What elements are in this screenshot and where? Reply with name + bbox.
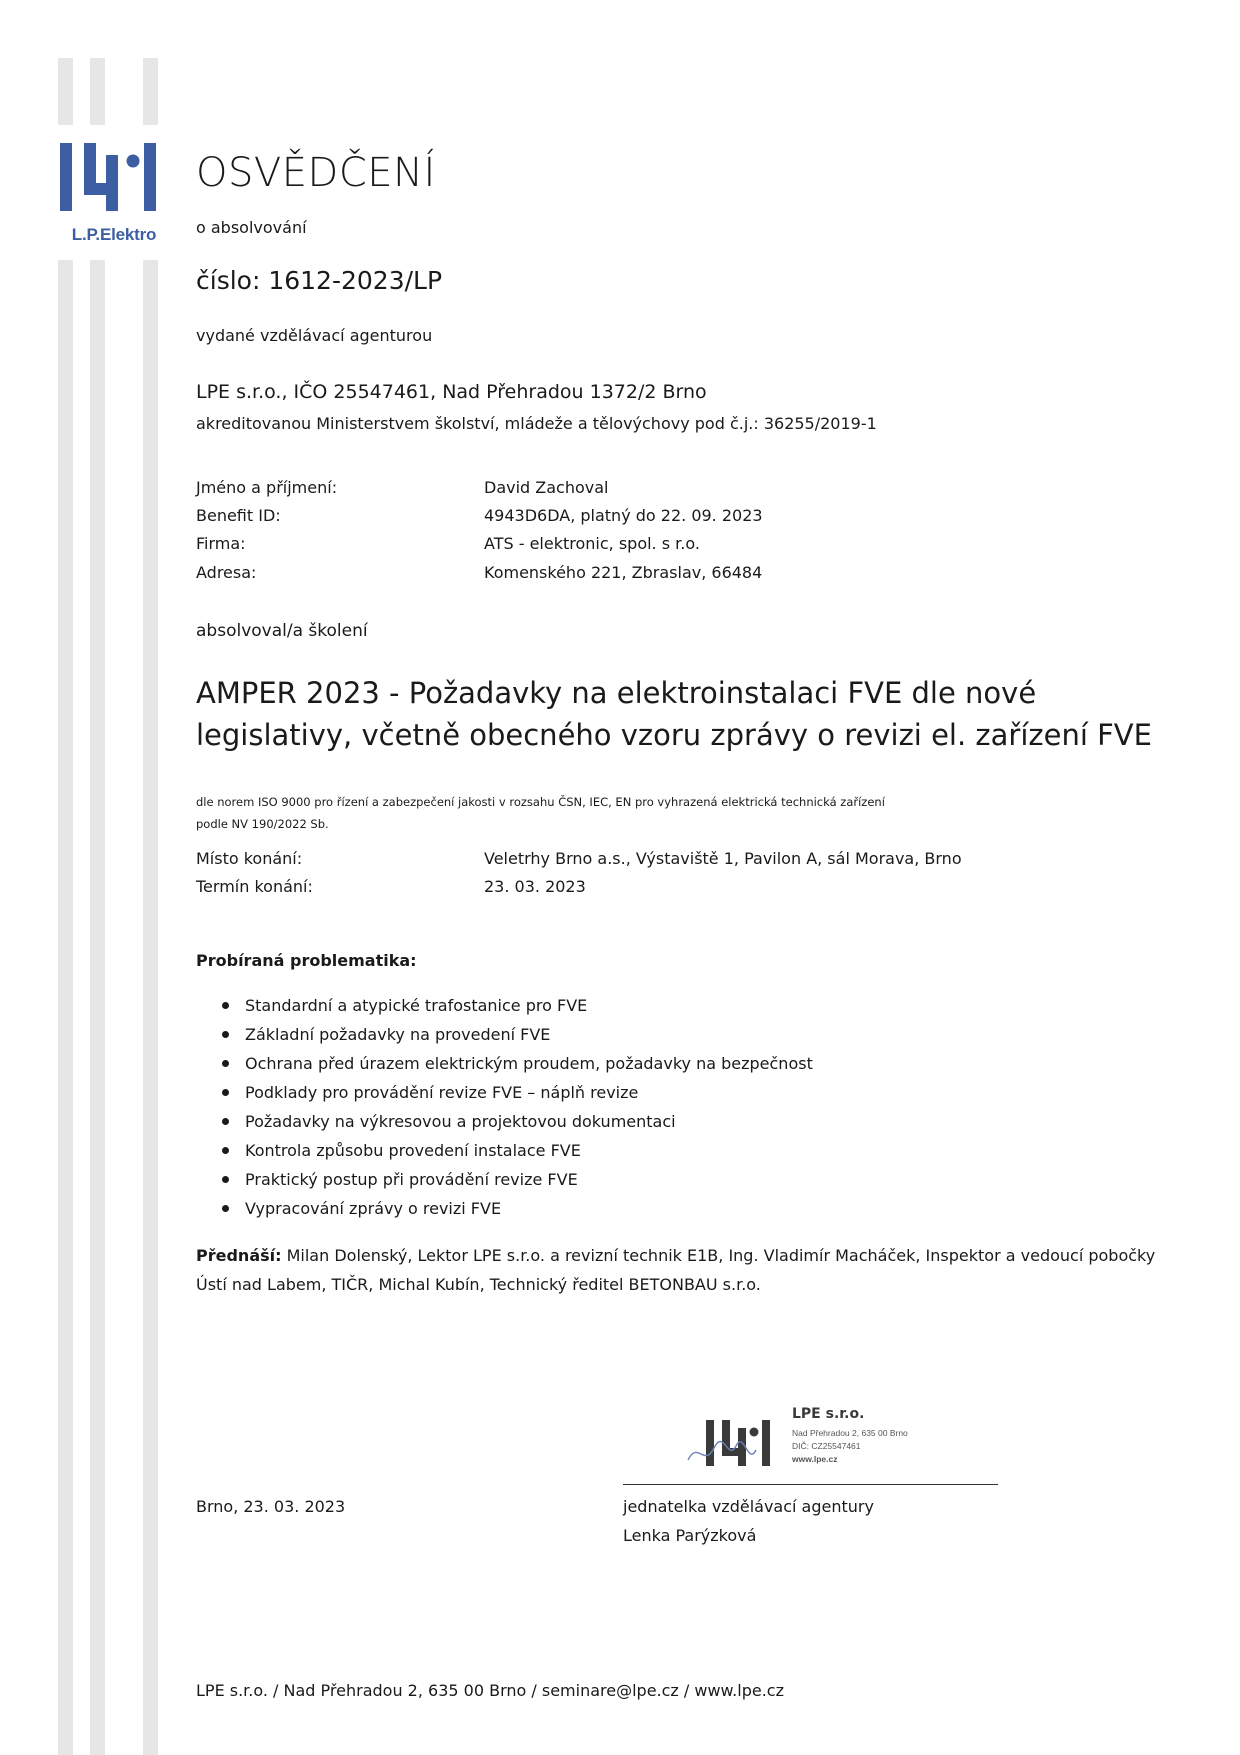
company-value: ATS - elektronic, spol. s r.o. xyxy=(484,534,700,553)
stamp-web: www.lpe.cz xyxy=(792,1454,838,1464)
topic-item: Praktický postup při provádění revize FVE xyxy=(218,1165,813,1194)
agency-name: LPE s.r.o., IČO 25547461, Nad Přehradou 1372/2 Brno xyxy=(196,381,707,403)
lpe-logo-mark-icon xyxy=(58,125,170,220)
stamp-logo-icon xyxy=(684,1410,784,1474)
decorative-stripe-3 xyxy=(143,58,158,1755)
topic-item: Podklady pro provádění revize FVE – náplň revize xyxy=(218,1078,813,1107)
logo-caption: L.P.Elektro xyxy=(71,225,157,244)
lecturers-paragraph xyxy=(196,1241,1166,1299)
company-stamp xyxy=(684,1402,934,1482)
address-label: Adresa: xyxy=(196,563,257,582)
address-value: Komenského 221, Zbraslav, 66484 xyxy=(484,563,763,582)
stamp-company-name: LPE s.r.o. xyxy=(792,1406,865,1422)
topic-item: Základní požadavky na provedení FVE xyxy=(218,1020,813,1049)
certificate-title: OSVĚDČENÍ xyxy=(196,150,436,196)
stamp-address: Nad Přehradou 2, 635 00 Brno xyxy=(792,1428,908,1438)
completed-label: absolvoval/a školení xyxy=(196,621,368,641)
lecturers-text: Milan Dolenský, Lektor LPE s.r.o. a revizní technik E1B, Ing. Vladimír Macháček, Inspektor a vedoucí pobočky Ústí nad Labem, TIČR, Michal Kubín, Technický ředitel BETONBAU s.r.o. xyxy=(196,1246,1156,1294)
venue-value: Veletrhy Brno a.s., Výstaviště 1, Pavilon A, sál Morava, Brno xyxy=(484,849,962,868)
topic-item: Kontrola způsobu provedení instalace FVE xyxy=(218,1136,813,1165)
certificate-number: číslo: 1612-2023/LP xyxy=(196,266,443,295)
signatory-name: Lenka Parýzková xyxy=(623,1526,757,1545)
date-label: Termín konání: xyxy=(196,877,313,896)
decorative-stripe-1 xyxy=(58,58,73,1755)
topic-item: Požadavky na výkresovou a projektovou dokumentaci xyxy=(218,1107,813,1136)
page-footer: LPE s.r.o. / Nad Přehradou 2, 635 00 Brno / seminare@lpe.cz / www.lpe.cz xyxy=(196,1681,784,1700)
accreditation-text: akreditovanou Ministerstvem školství, mládeže a tělovýchovy pod č.j.: 36255/2019-1 xyxy=(196,414,877,433)
company-label: Firma: xyxy=(196,534,246,553)
venue-label: Místo konání: xyxy=(196,849,303,868)
benefit-id-label: Benefit ID: xyxy=(196,506,281,525)
name-value: David Zachoval xyxy=(484,478,609,497)
signatory-role: jednatelka vzdělávací agentury xyxy=(623,1497,874,1516)
topics-heading: Probíraná problematika: xyxy=(196,951,417,970)
issued-by-label: vydané vzdělávací agenturou xyxy=(196,326,433,345)
norm-text: dle norem ISO 9000 pro řízení a zabezpečení jakosti v rozsahu ČSN, IEC, EN pro vyhrazená elektrická technická zařízení podle NV 190/2022 Sb. xyxy=(196,795,885,831)
name-label: Jméno a příjmení: xyxy=(196,478,338,497)
topic-item: Standardní a atypické trafostanice pro FVE xyxy=(218,991,813,1020)
topic-item: Ochrana před úrazem elektrickým proudem, požadavky na bezpečnost xyxy=(218,1049,813,1078)
benefit-id-value: 4943D6DA, platný do 22. 09. 2023 xyxy=(484,506,763,525)
place-and-date: Brno, 23. 03. 2023 xyxy=(196,1497,346,1516)
lecturers-label: Přednáší: xyxy=(196,1246,282,1265)
topics-list xyxy=(218,991,813,1223)
course-title: AMPER 2023 - Požadavky na elektroinstalaci FVE dle nové legislativy, včetně obecného vzoru zprávy o revizi el. zařízení FVE xyxy=(196,676,1152,752)
lpe-logo xyxy=(58,125,170,260)
signature-line xyxy=(623,1484,998,1485)
certificate-subtitle: o absolvování xyxy=(196,218,307,237)
date-value: 23. 03. 2023 xyxy=(484,877,586,896)
topic-item: Vypracování zprávy o revizi FVE xyxy=(218,1194,813,1223)
stamp-dic: DIČ: CZ25547461 xyxy=(792,1441,861,1451)
decorative-stripe-2 xyxy=(90,58,105,1755)
